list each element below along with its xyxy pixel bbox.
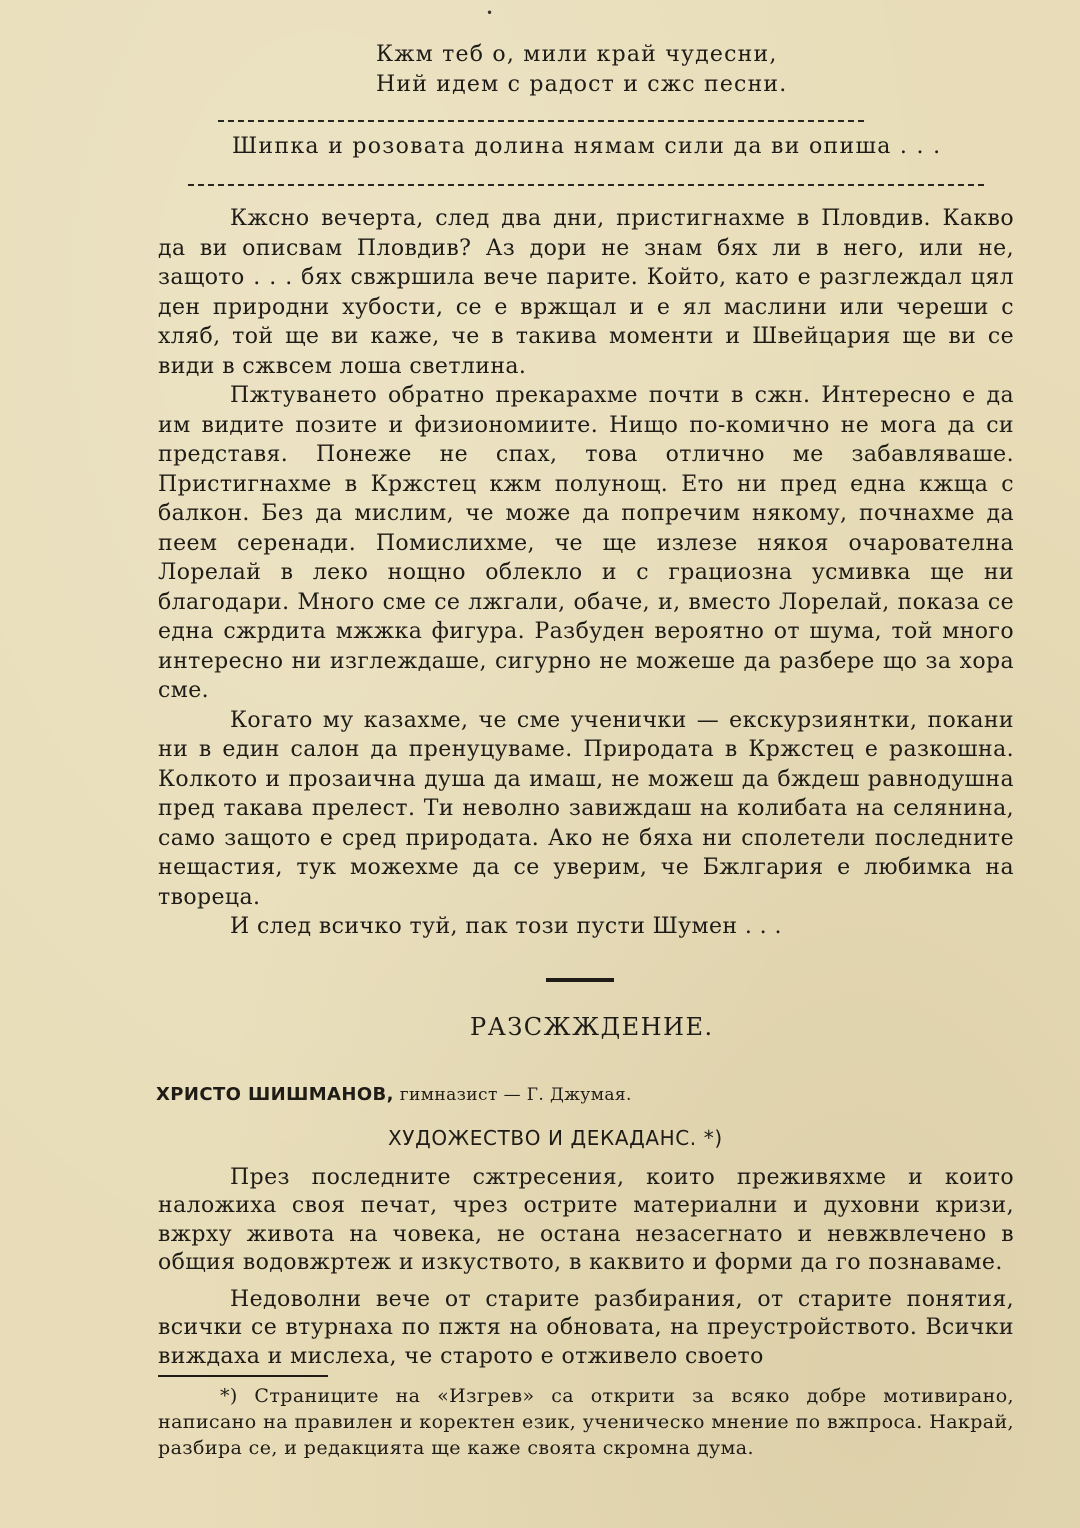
article-text [158, 1164, 1014, 1372]
poem [376, 40, 1014, 100]
paragraph: И след всичко туй, пак този пусти Шумен . . . [230, 914, 782, 939]
dashed-separator [188, 184, 984, 186]
dashed-separator [218, 120, 864, 122]
shipka-line: Шипка и розовата долина нямам сили да ви опиша . . . [232, 134, 942, 159]
author-name: ХРИСТО ШИШМАНОВ, [156, 1083, 394, 1105]
printing-mark: • [486, 6, 494, 20]
byline [156, 1082, 1014, 1108]
paragraph: Когато му казахме, че сме ученички — екскурзиянтки, покани ни в един салон да пренуцуваме. Природата в Кржстец е разкошна. Колкото и прозаична душа да имаш, не можеш да бждеш равнодушна пред такава прелест. Ти неволно завиждаш на колибата на селянина, само защото е сред природата. Ако не бяха ни сполетели последните нещастия, тук можехме да се уверим, че Бжлгария е любимка на твореца. [158, 707, 1014, 910]
article-title: ХУДОЖЕСТВО И ДЕКАДАНС. *) [388, 1125, 723, 1150]
paragraph: Кжсно вечерта, след два дни, пристигнахме в Пловдив. Какво да ви описвам Пловдив? Аз дори не знам бях ли в него, или не, защото . . . бях свжршила вече парите. Който, като е разглеждал цял ден природни хубости, се е вржщал и е ял маслини или череши с хляб, той ще ви каже, че в такива моменти и Швейцария ще ви се види в сжвсем лоша светлина. [158, 206, 1014, 379]
poem-line: Кжм теб о, мили край чудесни, [376, 42, 778, 67]
story-text [158, 204, 1014, 942]
poem-line: Ний идем с радост и сжс песни. [376, 72, 788, 97]
footnote [158, 1383, 1014, 1461]
section-separator [546, 978, 614, 982]
paragraph: Пжтуването обратно прекарахме почти в сжн. Интересно е да им видите позите и физиономиите. Нищо по-комично не мога да си представя. Понеже не спах, това отлично ме забавляваше. Пристигнахме в Кржстец кжм полунощ. Ето ни пред една кжща с балкон. Без да мислим, че може да попречим някому, почнахме да пеем серенади. Помислихме, че ще излезе някоя очарователна Лорелай в леко нощно облекло и с грациозна усмивка ще ни благодари. Много сме се лжгали, обаче, и, вместо Лорелай, показа се една сжрдита мжжка фигура. Разбуден вероятно от шума, той много интересно ни изглеждаше, сигурно не можеше да разбере що за хора сме. [158, 383, 1014, 703]
paragraph: През последните сжтресения, които преживяхме и които наложиха своя печат, чрез острите материални и духовни кризи, вжрху живота на човека, не остана незасегнато и невжвлечено в общия водовжртеж и изкуството, в каквито и форми да го познаваме. [158, 1164, 1014, 1275]
section-title: РАЗСЖЖДЕНИЕ. [470, 1012, 714, 1041]
footnote-rule [158, 1375, 328, 1377]
footnote-text: *) Страниците на «Изгрев» са открити за всяко добре мотивирано, написано на правилен и коректен език, ученическо мнение по вжпроса. Накрай, разбира се, и редакцията ще каже своята скромна дума. [158, 1385, 1014, 1459]
paragraph: Недоволни вече от старите разбирания, от старите понятия, всички се втурнаха по пжтя на обновата, на преустройството. Всички виждаха и мислеха, че старото е отживело своето [158, 1286, 1014, 1369]
author-description: гимназист — Г. Джумая. [393, 1084, 632, 1105]
